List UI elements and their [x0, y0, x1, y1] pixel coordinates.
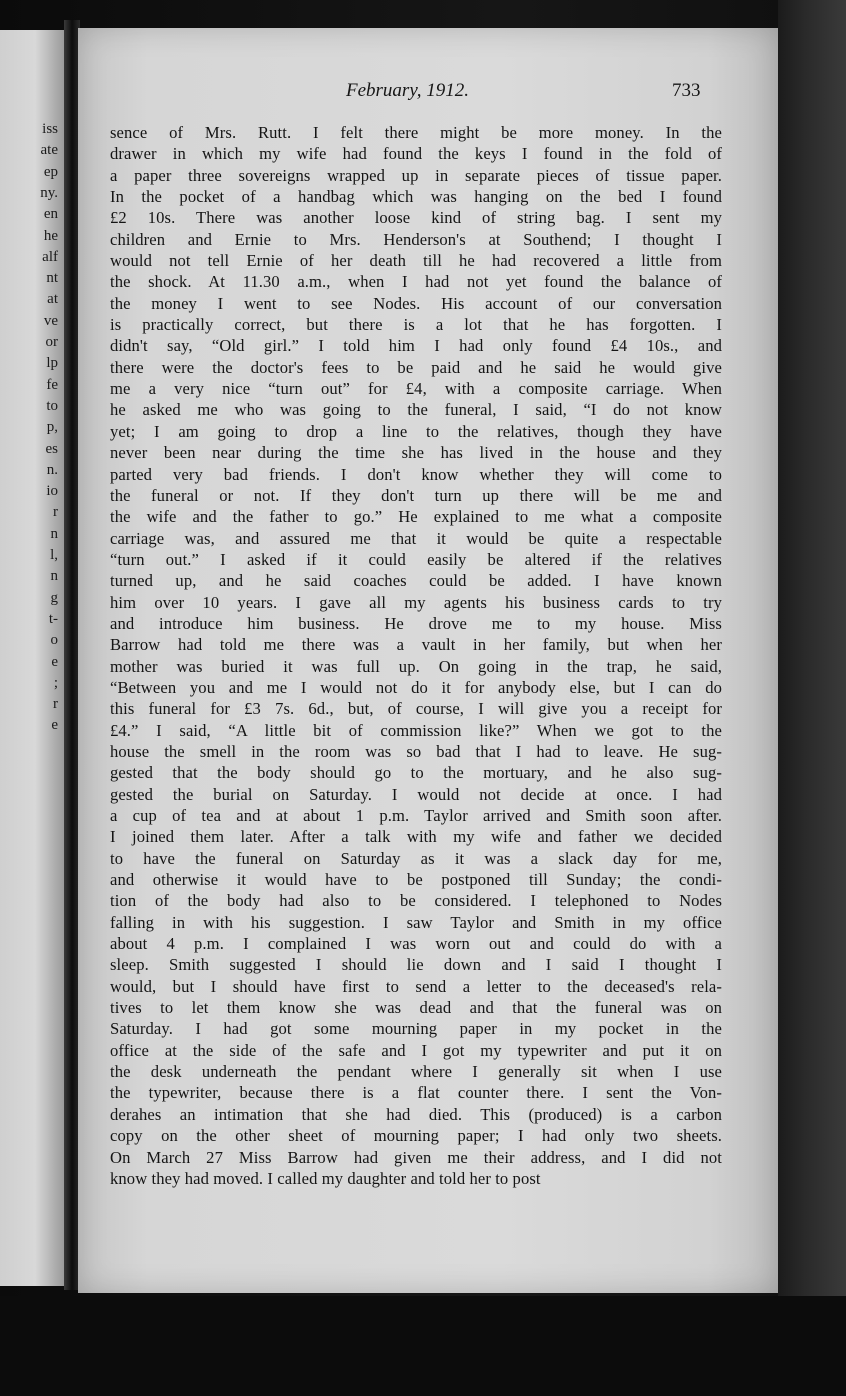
left-page-fragment: t- — [48, 610, 58, 627]
text-line: a paper three sovereigns wrapped up in separate pieces of tissue paper. — [110, 165, 722, 185]
left-page-fragment: n — [50, 568, 58, 585]
text-line: him over 10 years. I gave all my agents his business cards to try — [110, 592, 722, 612]
text-line: the wife and the father to go.” He explained to me what a composite — [110, 507, 722, 527]
text-line: Barrow had told me there was a vault in her family, but when her — [110, 635, 722, 655]
left-page-fragment: e — [51, 653, 58, 670]
text-line: office at the side of the safe and I got my typewriter and put it on — [110, 1040, 722, 1060]
left-page-fragment: lp — [46, 355, 58, 372]
left-page-fragment: at — [47, 291, 58, 308]
text-line: carriage was, and assured me that it would be quite a respectable — [110, 528, 722, 548]
left-page-fragment: o — [50, 632, 58, 649]
text-line: yet; I am going to drop a line to the relatives, though they have — [110, 421, 722, 441]
text-line: to have the funeral on Saturday as it was a slack day for me, — [110, 848, 722, 868]
left-page-edge — [0, 30, 64, 1286]
text-line: derahes an intimation that she had died. This (produced) is a carbon — [110, 1104, 722, 1124]
text-line: “Between you and me I would not do it for anybody else, but I can do — [110, 677, 722, 697]
left-page-fragment: n. — [46, 461, 58, 478]
text-line: never been near during the time she has lived in the house and they — [110, 443, 722, 463]
text-line: £4.” I said, “A little bit of commission like?” When we got to the — [110, 720, 722, 740]
text-line: parted very bad friends. I don't know whether they will come to — [110, 464, 722, 484]
text-line: a cup of tea and at about 1 p.m. Taylor arrived and Smith soon after. — [110, 806, 722, 825]
left-page-fragment: e — [51, 717, 58, 734]
running-head: February, 1912. — [346, 80, 469, 101]
text-line: would, but I should have first to send a letter to the deceased's rela- — [110, 976, 722, 996]
text-line: the typewriter, because there is a flat counter there. I sent the Von- — [110, 1083, 722, 1103]
text-line: me a very nice “turn out” for £4, with a composite carriage. When — [110, 379, 722, 399]
text-line: I joined them later. After a talk with my wife and father we decided — [110, 827, 722, 847]
page-header — [78, 80, 778, 110]
text-line: he asked me who was going to the funeral, I said, “I do not know — [110, 400, 722, 420]
left-page-fragment: en — [43, 206, 58, 223]
text-line: £2 10s. There was another loose kind of string bag. I sent my — [110, 208, 722, 228]
text-line: is practically correct, but there is a lot that he has forgotten. I — [110, 315, 722, 335]
text-line: gested that the body should go to the mortuary, and he also sug- — [110, 763, 722, 783]
text-line: the shock. At 11.30 a.m., when I had not yet found the balance of — [110, 272, 722, 292]
left-page-fragment: p, — [46, 419, 58, 436]
text-line: house the smell in the room was so bad that I had to leave. He sug- — [110, 741, 722, 761]
text-line: didn't say, “Old girl.” I told him I had only found £4 10s., and — [110, 336, 722, 356]
text-line: tives to let them know she was dead and that the funeral was on — [110, 998, 722, 1018]
left-page-fragment: ate — [40, 142, 58, 159]
text-line: “turn out.” I asked if it could easily be altered if the relatives — [110, 549, 722, 569]
text-line: children and Ernie to Mrs. Henderson's at Southend; I thought I — [110, 229, 722, 249]
left-page-fragment: l, — [50, 547, 58, 563]
left-page-fragment: ep — [43, 163, 58, 180]
left-page-fragment: ny. — [40, 184, 58, 201]
left-page-fragment: nt — [46, 270, 58, 287]
left-page-fragment: alf — [42, 248, 58, 265]
left-page-fragment: g — [50, 589, 58, 606]
text-line: tion of the body had also to be considered. I telephoned to Nodes — [110, 891, 722, 911]
text-line: In the pocket of a handbag which was hanging on the bed I found — [110, 187, 722, 207]
page-number: 733 — [672, 80, 701, 101]
text-line: and otherwise it would have to be postponed till Sunday; the condi- — [110, 870, 722, 890]
left-page-fragment: r — [53, 504, 58, 521]
page — [78, 28, 778, 1293]
text-line: about 4 p.m. I complained I was worn out and could do with a — [110, 934, 722, 954]
text-line: the desk underneath the pendant where I generally sit when I use — [110, 1062, 722, 1082]
text-line: sleep. Smith suggested I should lie down and I said I thought I — [110, 955, 722, 975]
left-page-fragment: ve — [43, 312, 58, 329]
left-page-fragment: fe — [46, 376, 58, 393]
text-line: and introduce him business. He drove me to my house. Miss — [110, 613, 722, 633]
left-page-fragment: to — [46, 397, 58, 414]
bottom-dark-margin — [0, 1296, 846, 1396]
text-line: drawer in which my wife had found the keys I found in the fold of — [110, 144, 722, 164]
body-text — [110, 122, 722, 1189]
text-line: this funeral for £3 7s. 6d., but, of course, I will give you a receipt for — [110, 699, 722, 719]
left-page-fragment: or — [45, 334, 58, 350]
text-line: know they had moved. I called my daughter and told her to post — [110, 1168, 541, 1188]
text-line: turned up, and he said coaches could be added. I have known — [110, 571, 722, 591]
left-page-fragment: ; — [53, 674, 58, 691]
left-page-fragment: r — [53, 696, 58, 713]
left-page-fragment: io — [46, 483, 58, 500]
text-line: Saturday. I had got some mourning paper in my pocket in the — [110, 1019, 722, 1039]
right-dark-margin — [778, 0, 846, 1396]
text-line: would not tell Ernie of her death till he had recovered a little from — [110, 251, 722, 271]
text-line: there were the doctor's fees to be paid and he said he would give — [110, 357, 722, 377]
text-line: sence of Mrs. Rutt. I felt there might be more money. In the — [110, 123, 722, 142]
left-page-fragment: es — [45, 440, 58, 457]
text-line: the money I went to see Nodes. His account of our conversation — [110, 293, 722, 313]
text-line: falling in with his suggestion. I saw Taylor and Smith in my office — [110, 912, 722, 932]
left-page-fragment: n — [50, 525, 58, 542]
text-line: On March 27 Miss Barrow had given me their address, and I did not — [110, 1147, 722, 1167]
text-line: gested the burial on Saturday. I would not decide at once. I had — [110, 784, 722, 804]
text-line: copy on the other sheet of mourning paper; I had only two sheets. — [110, 1126, 722, 1146]
left-page-fragment: he — [43, 227, 58, 244]
left-page-fragment: iss — [42, 121, 58, 137]
text-line: mother was buried it was full up. On going in the trap, he said, — [110, 656, 722, 676]
text-line: the funeral or not. If they don't turn up there will be me and — [110, 485, 722, 505]
